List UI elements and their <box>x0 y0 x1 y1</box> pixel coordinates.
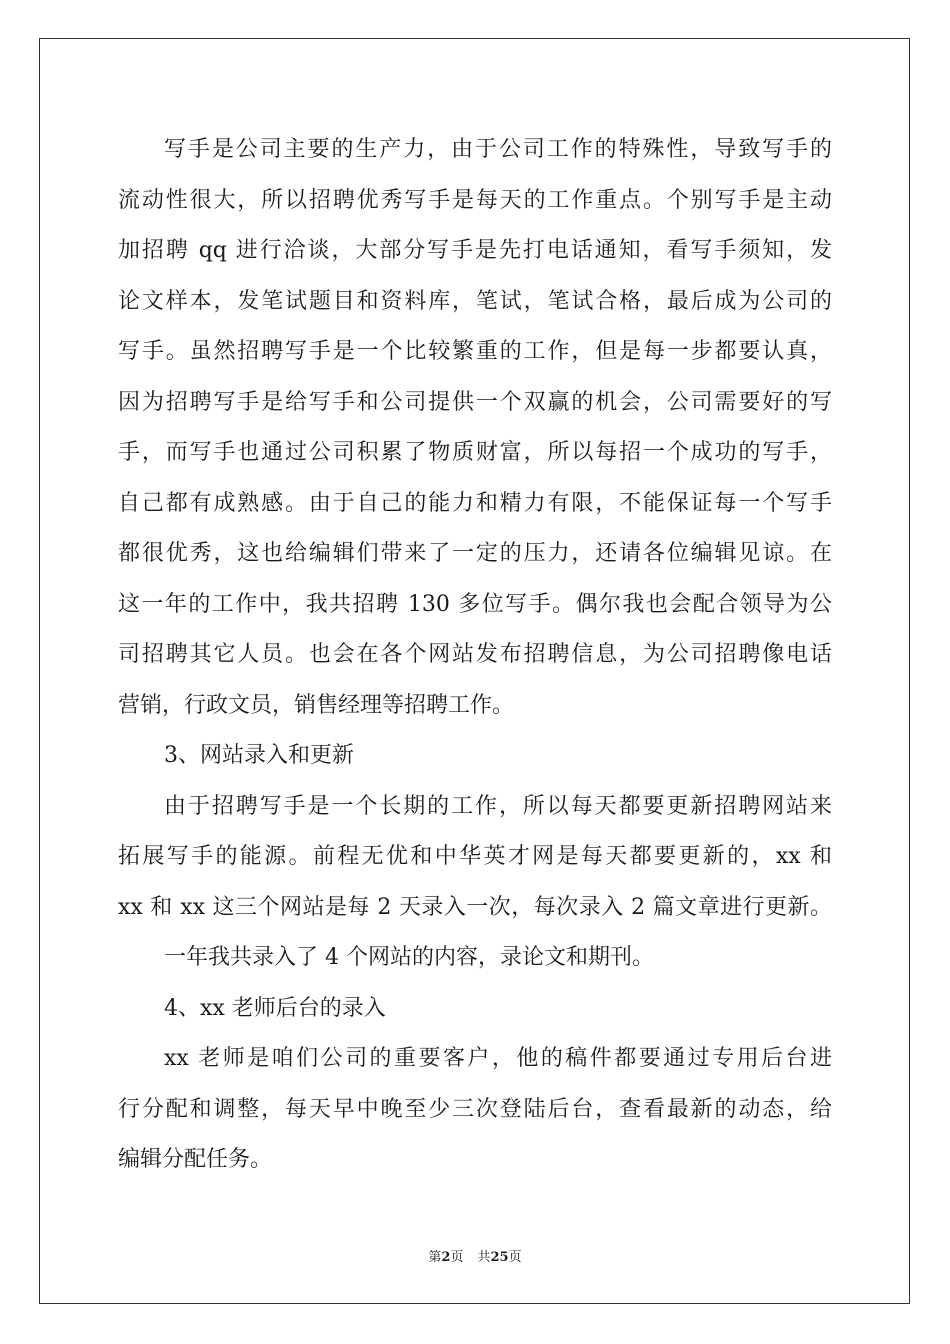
text-line: 行分配和调整，每天早中晚至少三次登陆后台，查看最新的动态，给 <box>118 1096 832 1122</box>
text-line: 司招聘其它人员。也会在各个网站发布招聘信息，为公司招聘像电话 <box>118 642 832 667</box>
text-line: 自己都有成熟感。由于自己的能力和精力有限，不能保证每一个写手 <box>118 490 832 516</box>
footer-page-prefix: 第 <box>428 1250 442 1265</box>
page-footer <box>0 1246 950 1265</box>
text-line: 拓展写手的能源。前程无优和中华英才网是每天都要更新的，xx 和 <box>118 844 832 869</box>
footer-page-suffix: 页 <box>450 1250 464 1265</box>
text-line: 3、网站录入和更新 <box>164 743 354 768</box>
document-body <box>118 125 832 1186</box>
text-line: xx 和 xx 这三个网站是每 2 天录入一次，每次录入 2 篇文章进行更新。 <box>118 894 832 920</box>
text-line: 都很优秀，这也给编辑们带来了一定的压力，还请各位编辑见谅。在 <box>118 541 832 566</box>
text-line: 加招聘 qq 进行洽谈，大部分写手是先打电话通知，看写手须知，发 <box>118 238 832 263</box>
text-line: 手，而写手也通过公司积累了物质财富，所以每招一个成功的写手， <box>118 440 832 465</box>
text-line: 论文样本，发笔试题目和资料库，笔试，笔试合格，最后成为公司的 <box>118 288 832 314</box>
text-line: 这一年的工作中，我共招聘 130 多位写手。偶尔我也会配合领导为公 <box>118 591 832 617</box>
text-line: 写手。虽然招聘写手是一个比较繁重的工作，但是每一步都要认真， <box>118 339 832 364</box>
text-line: 由于招聘写手是一个长期的工作，所以每天都要更新招聘网站来 <box>164 793 832 819</box>
footer-total-suffix: 页 <box>508 1250 522 1265</box>
text-line: xx 老师是咱们公司的重要客户，他的稿件都要通过专用后台进 <box>164 1046 832 1071</box>
text-line: 4、xx 老师后台的录入 <box>164 995 386 1021</box>
footer-total-prefix: 共 <box>477 1250 491 1265</box>
text-line: 营销，行政文员，销售经理等招聘工作。 <box>118 692 515 718</box>
footer-total-number: 25 <box>490 1250 509 1265</box>
text-line: 流动性很大，所以招聘优秀写手是每天的工作重点。个别写手是主动 <box>118 187 832 213</box>
text-line: 编辑分配任务。 <box>118 1147 273 1172</box>
footer-page-number: 2 <box>441 1250 451 1265</box>
text-line: 写手是公司主要的生产力，由于公司工作的特殊性，导致写手的 <box>164 137 832 162</box>
text-line: 一年我共录入了 4 个网站的内容，录论文和期刊。 <box>164 945 654 970</box>
text-line: 因为招聘写手是给写手和公司提供一个双赢的机会，公司需要好的写 <box>118 389 832 415</box>
